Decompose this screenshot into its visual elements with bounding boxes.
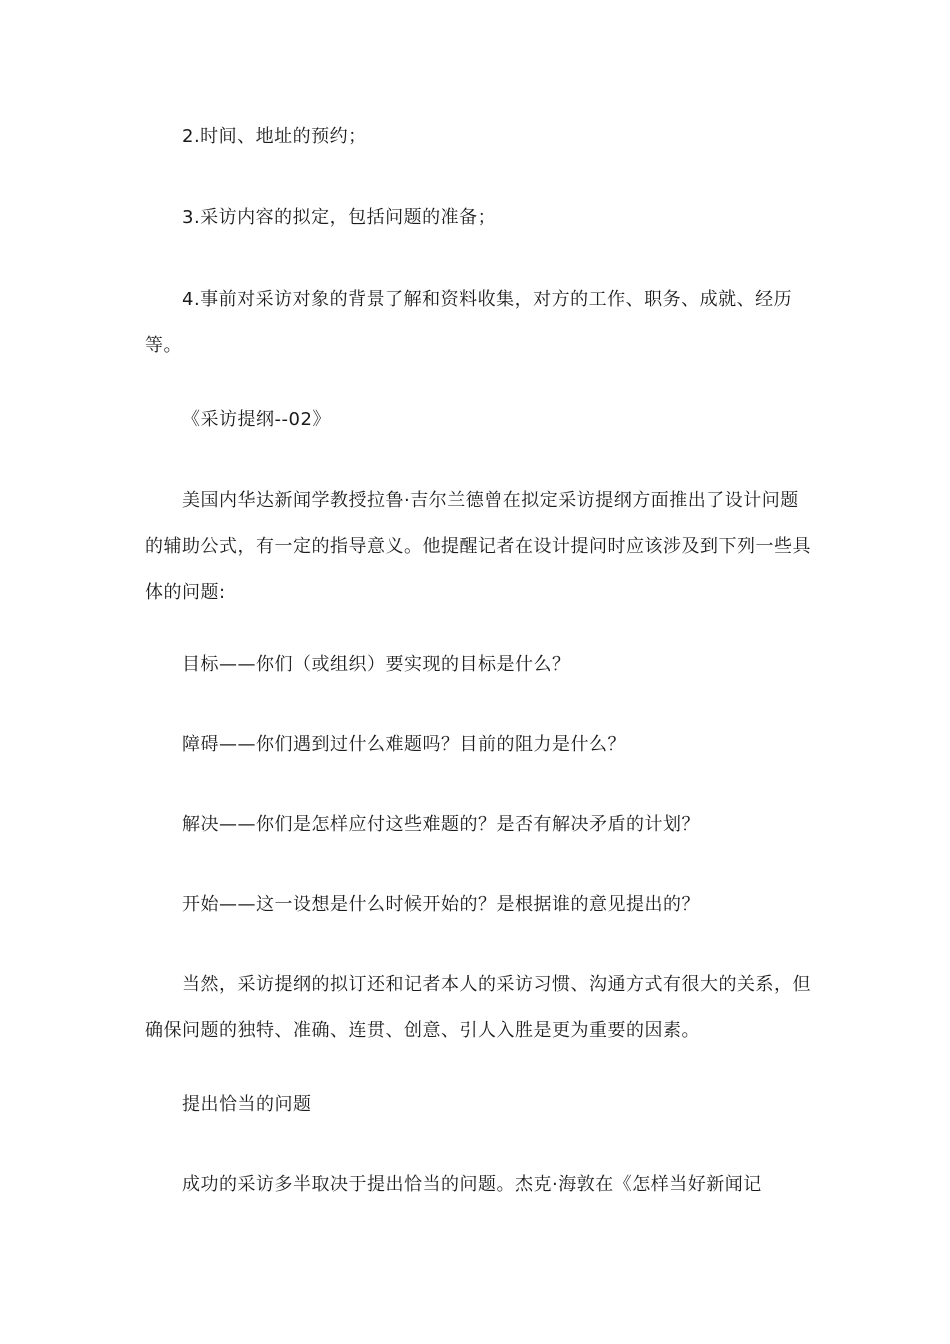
question-start: 开始——这一设想是什么时候开始的？是根据谁的意见提出的？ bbox=[182, 894, 700, 915]
question-obstacle: 障碍——你们遇到过什么难题吗？目前的阻力是什么？ bbox=[182, 734, 626, 755]
paragraph-gilland-formula: 美国内华达新闻学教授拉鲁·吉尔兰德曾在拟定采访提纲方面推出了设计问题的辅助公式，有一定的指导意义。他提醒记者在设计提问时应该涉及到下列一些具体的问题: bbox=[145, 490, 811, 603]
paragraph-successful-interview: 成功的采访多半取决于提出恰当的问题。杰克·海敦在《怎样当好新闻记 bbox=[182, 1174, 762, 1195]
question-solution: 解决——你们是怎样应付这些难题的？是否有解决矛盾的计划？ bbox=[182, 814, 700, 835]
list-item-background-research: 4.事前对采访对象的背景了解和资料收集，对方的工作、职务、成就、经历等。 bbox=[145, 289, 793, 356]
section-heading-proper-questions: 提出恰当的问题 bbox=[182, 1094, 312, 1115]
paragraph-conclusion: 当然，采访提纲的拟订还和记者本人的采访习惯、沟通方式有很大的关系，但确保问题的独特、准确、连贯、创意、引人入胜是更为重要的因素。 bbox=[145, 974, 811, 1041]
question-goal: 目标——你们（或组织）要实现的目标是什么？ bbox=[182, 654, 571, 675]
list-item-interview-content: 3.采访内容的拟定，包括问题的准备； bbox=[182, 207, 497, 228]
section-heading-outline-02: 《采访提纲--02》 bbox=[182, 409, 331, 430]
list-item-time-address: 2.时间、地址的预约； bbox=[182, 126, 367, 147]
